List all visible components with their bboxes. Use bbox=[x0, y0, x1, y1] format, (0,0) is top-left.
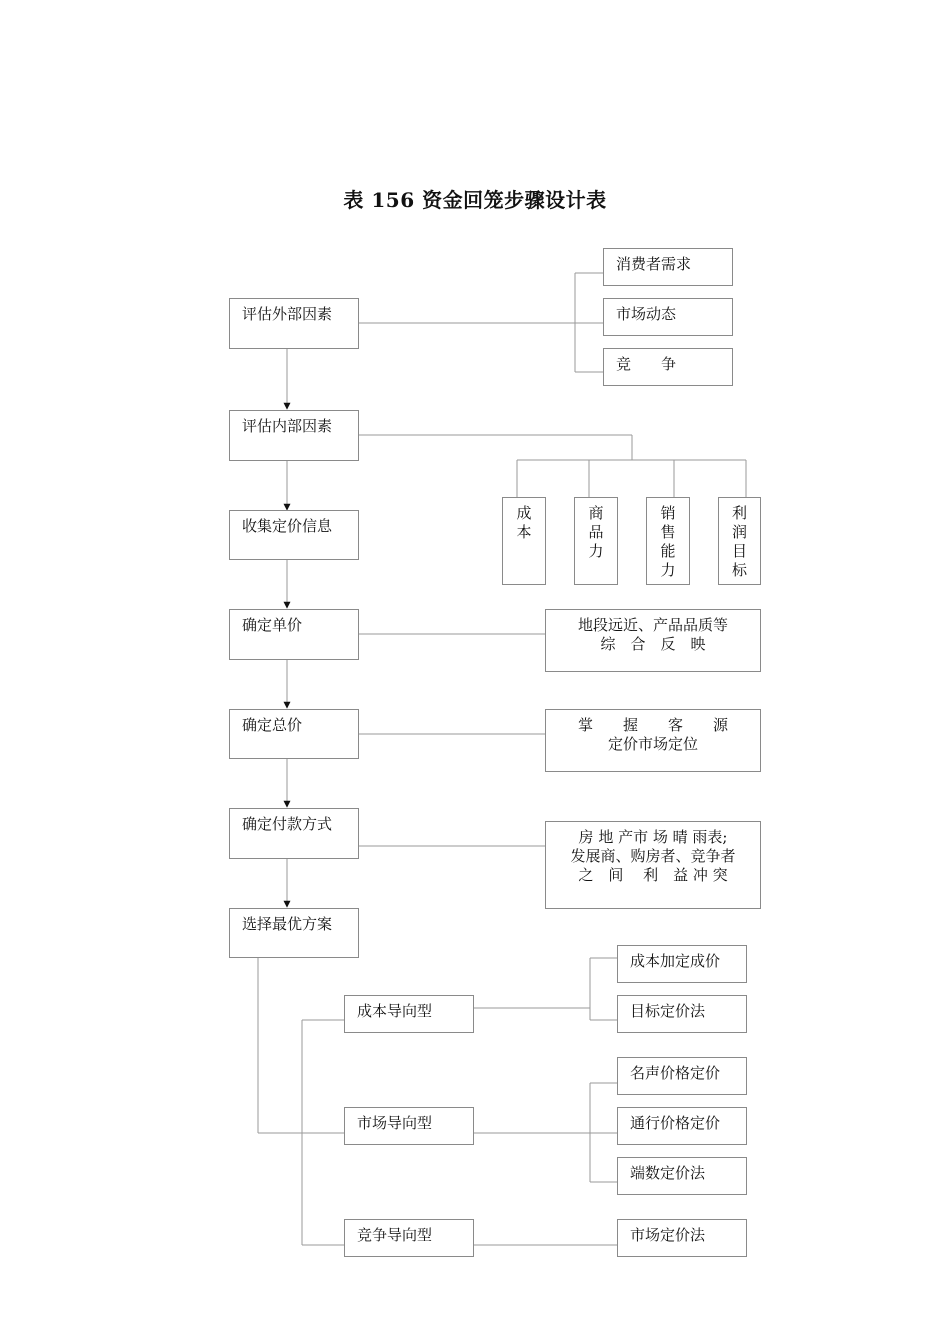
note-unit-price: 地段远近、产品品质等 综 合 反 映 bbox=[545, 609, 761, 672]
factor-market-dynamics: 市场动态 bbox=[603, 298, 733, 336]
method-cost-plus: 成本加定成价 bbox=[617, 945, 747, 983]
method-target: 目标定价法 bbox=[617, 995, 747, 1033]
factor-product-strength: 商品力 bbox=[574, 497, 618, 585]
step-evaluate-external: 评估外部因素 bbox=[229, 298, 359, 349]
factor-sales-ability: 销售能力 bbox=[646, 497, 690, 585]
step-evaluate-internal: 评估内部因素 bbox=[229, 410, 359, 461]
step-choose-best: 选择最优方案 bbox=[229, 908, 359, 958]
note-payment: 房 地 产市 场 晴 雨表; 发展商、购房者、竞争者 之 间 利 益 冲 突 bbox=[545, 821, 761, 909]
factor-profit-target: 利润目标 bbox=[718, 497, 761, 585]
note-total-price: 掌 握 客 源 定价市场定位 bbox=[545, 709, 761, 772]
method-going-rate: 通行价格定价 bbox=[617, 1107, 747, 1145]
method-market-rate: 市场定价法 bbox=[617, 1219, 747, 1257]
factor-competition: 竞 争 bbox=[603, 348, 733, 386]
strategy-competition-oriented: 竞争导向型 bbox=[344, 1219, 474, 1257]
strategy-cost-oriented: 成本导向型 bbox=[344, 995, 474, 1033]
strategy-market-oriented: 市场导向型 bbox=[344, 1107, 474, 1145]
method-odd-pricing: 端数定价法 bbox=[617, 1157, 747, 1195]
factor-consumer-demand: 消费者需求 bbox=[603, 248, 733, 286]
step-unit-price: 确定单价 bbox=[229, 609, 359, 660]
factor-cost: 成本 bbox=[502, 497, 546, 585]
step-total-price: 确定总价 bbox=[229, 709, 359, 759]
diagram-title: 表 156 资金回笼步骤设计表 bbox=[343, 188, 607, 212]
step-collect-info: 收集定价信息 bbox=[229, 510, 359, 560]
method-prestige: 名声价格定价 bbox=[617, 1057, 747, 1095]
step-payment-method: 确定付款方式 bbox=[229, 808, 359, 859]
